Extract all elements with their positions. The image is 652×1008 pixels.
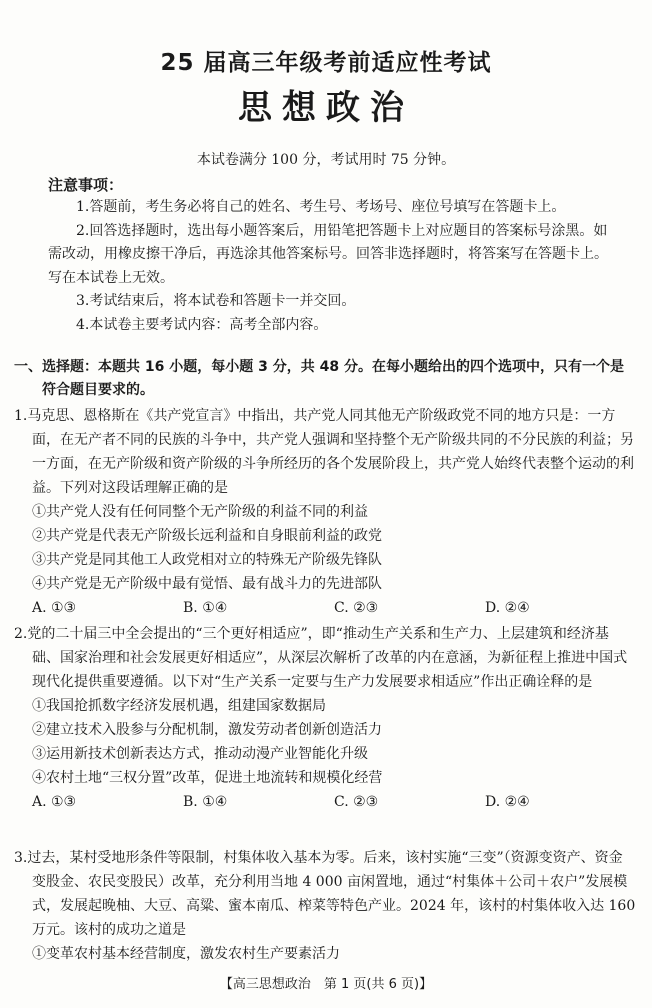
answer-choices	[14, 596, 636, 620]
note-item: 3.考试结束后，将本试卷和答题卡一并交回。	[76, 293, 356, 309]
question-option: ④农村土地“三权分置”改革，促进土地流转和规模化经营	[32, 770, 383, 786]
section-heading	[14, 356, 636, 402]
choice-b: B. ①④	[183, 794, 228, 810]
page-footer: 【高三思想政治 第 1 页(共 6 页)】	[219, 977, 433, 992]
note-item: 4.本试卷主要考试内容：高考全部内容。	[76, 316, 328, 333]
question-option: ②共产党是代表无产阶级长远利益和自身眼前利益的政党	[32, 528, 382, 544]
question-option: ④共产党是无产阶级中最有觉悟、最有战斗力的先进部队	[32, 576, 382, 592]
question-2	[14, 622, 636, 814]
choice-d: D. ②④	[485, 600, 530, 616]
question-stem: 3.过去，某村受地形条件等限制，村集体收入基本为零。后来，该村实施“三变”（资源变资产、资金变股金、农民变股民）改革，充分利用当地 4 000 亩闲置地，通过“村集体＋公司＋农户”发展模式，发展起晚柚、大豆、高粱、蜜本南瓜、榨菜等特色产业。2024 年，该村的村集体收入达 160 万元。该村的成功之道是	[14, 850, 636, 938]
subject-title: 思想政治	[238, 88, 414, 128]
exam-info: 本试卷满分 100 分，考试用时 75 分钟。	[196, 152, 456, 168]
question-option: ①共产党人没有任何同整个无产阶级的利益不同的利益	[32, 504, 368, 520]
question-stem: 1.马克思、恩格斯在《共产党宣言》中指出，共产党人同其他无产阶级政党不同的地方只是：一方面，在无产者不同的民族的斗争中，共产党人强调和坚持整个无产阶级共同的不分民族的利益；另一方面，在无产阶级和资产阶级的斗争所经历的各个发展阶段上，共产党人始终代表整个运动的利益。下列对这段话理解正确的是	[14, 408, 634, 496]
choice-c: C. ②③	[334, 794, 379, 810]
choice-a: A. ①③	[32, 794, 77, 810]
note-item: 1.答题前，考生务必将自己的姓名、考生号、考场号、座位号填写在答题卡上。	[76, 199, 566, 215]
choice-c: C. ②③	[334, 600, 379, 616]
notes-heading: 注意事项：	[48, 176, 124, 194]
choice-a: A. ①③	[32, 600, 77, 616]
question-1	[14, 404, 636, 620]
question-option: ③共产党是同其他工人政党相对立的特殊无产阶级先锋队	[32, 552, 382, 568]
question-option: ①变革农村基本经营制度，激发农村生产要素活力	[32, 946, 340, 962]
question-option: ②建立技术入股参与分配机制，激发劳动者创新创造活力	[32, 722, 382, 738]
question-option: ①我国抢抓数字经济发展机遇，组建国家数据局	[32, 698, 326, 714]
choice-b: B. ①④	[183, 600, 228, 616]
answer-choices	[14, 790, 636, 814]
notes-list	[48, 196, 608, 337]
question-option: ③运用新技术创新表达方式，推动动漫产业智能化升级	[32, 746, 368, 762]
note-item: 2.回答选择题时，选出每小题答案后，用铅笔把答题卡上对应题目的答案标号涂黑。如需改动，用橡皮擦干净后，再选涂其他答案标号。回答非选择题时，将答案写在答题卡上。写在本试卷上无效。	[48, 222, 608, 286]
choice-d: D. ②④	[485, 794, 530, 810]
exam-title: 25 届高三年级考前适应性考试	[160, 50, 492, 76]
question-stem: 2.党的二十届三中全会提出的“三个更好相适应”，即“推动生产关系和生产力、上层建筑和经济基础、国家治理和社会发展更好相适应”，从深层次解析了改革的内在意涵，为新征程上推进中国式现代化提供重要遵循。以下对“生产关系一定要与生产力发展要求相适应”作出正确诠释的是	[14, 626, 628, 690]
question-3	[14, 846, 636, 966]
section-instructions: 一、选择题：本题共 16 小题，每小题 3 分，共 48 分。在每小题给出的四个选项中，只有一个是符合题目要求的。	[14, 359, 624, 398]
